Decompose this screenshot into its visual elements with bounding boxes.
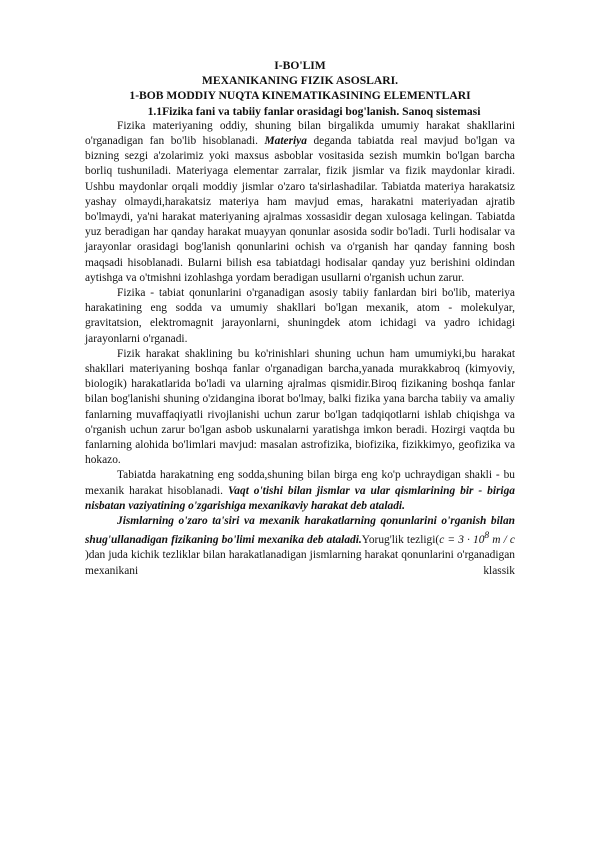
paragraph-1 — [85, 119, 515, 286]
formula-unit: m / c — [489, 534, 515, 547]
chapter-heading: 1-BOB MODDIY NUQTA KINEMATIKASINING ELEMENTLARI — [129, 89, 471, 103]
part-heading: I-BO'LIM — [274, 59, 326, 72]
term-materiya: Materiya — [264, 135, 307, 148]
formula-base: c = 3 · 10 — [439, 534, 485, 547]
paragraph-1-rest: deganda tabiatda real mavjud bo'lgan va bizning sezgi a'zolarimiz yoki maxsus asboblar vositasida sezish mumkin bo'lgan barcha borliq tushuniladi. Materiyaga elementar zarralar, fizik jismlar va fizik maydonlar kiradi. Ushbu maydonlar orqali moddiy jismlar o'zaro ta'sirlashadilar. Tabiatda materiya harakatsiz yashay olmaydi,harakatsiz materiya ham mavjud emas, harakatni materiyadan ajratib bo'lmaydi, ya'ni harakat materiyaning ajralmas xossasidir degan xulosaga kelingan. Tabiatda yuz beradigan har qanday harakat muayyan qonunlar asosida sodir bo'ladi. Turli hodisalar va jarayonlar orasidagi bog'lanish qonunlarini ochish va o'rganish har qanday fanning bosh maqsadi hisoblanadi. Bularni bilish esa tabiatdagi hodisalar qanday yuz berishini oldindan aytishga va o'tmishni izohlashga yordam beradigan usullarni o'rganish uchun zarur. — [85, 135, 515, 284]
paragraph-3: Fizik harakat shaklining bu ko'rinishlari shuning uchun ham umumiyki,bu harakat shakllari materiyaning boshqa fanlar o'rganadigan barcha,yanada murakkabroq (kimyoviy, biologik) harakatlarida bo'ladi va ularning ajralmas qismidir.Biroq fizikaning boshqa fanlar bilan bog'lanishi shuning o'zidangina iborat bo'lmay, balki fizika yana barcha tabiiy va amaliy fanlarning muvaffaqiyatli rivojlanishi uchun zarur bo'lgan tadqiqotlarni ishlab chiqishga va o'rganish uchun zarur bo'lgan asbob uskunalarni yaratishga imkon beradi. Hozirgi vaqtda bu fanlarning alohida bo'limlari mavjud: masalan astrofizika, biofizika, fizikkimyo, geofizika va hokazo. — [85, 347, 515, 467]
formula-exponent: 8 — [484, 531, 490, 542]
paragraph-5-lead: Yorug'lik tezligi( — [361, 534, 440, 547]
section-heading: MEXANIKANING FIZIK ASOSLARI. — [201, 74, 399, 88]
paragraph-1-start: Fizika materiyaning oddiy, shuning bilan birgalikda umumiy harakat shakllarini o'rganadigan fan bo'lib hisoblanadi. — [85, 119, 515, 148]
paragraph-4-start: Tabiatda harakatning eng sodda,shuning bilan birga eng ko'p uchraydigan shakli - bu mexanik harakat hisoblanadi. — [85, 469, 515, 497]
definition-mechanical-motion: Vaqt o'tishi bilan jismlar va ular qismlarining bir - biriga nisbatan vaziyatining o'zgarishiga mexanikaviy harakat deb ataladi. — [85, 484, 515, 512]
paragraph-5 — [85, 514, 515, 579]
page-content — [85, 58, 515, 579]
paragraph-4 — [85, 468, 515, 514]
paragraph-2: Fizika - tabiat qonunlarini o'rganadigan asosiy tabiiy fanlardan biri bo'lib, materiya harakatining eng sodda va umumiy shakllari bo'lgan mexanik, atom - molekulyar, gravitatsion, elektromagnit jarayonlarni, shuningdek atom ichidagi va yadro ichidagi jarayonlarni o'rganadi. — [85, 287, 515, 345]
speed-of-light-formula — [439, 531, 515, 547]
subsection-heading: 1.1Fizika fani va tabiiy fanlar orasidagi bog'lanish. Sanoq sistemasi — [147, 104, 481, 118]
definition-mechanics: Jismlarning o'zaro ta'siri va mexanik harakatlarning qonunlarini o'rganish bilan shug'ullanadigan fizikaning bo'limi mexanika deb ataladi. — [85, 515, 515, 547]
paragraph-5-rest: )dan juda kichik tezliklar bilan harakatlanadigan jismlarning harakat qonunlarini o'rganadigan mexanikani klassik — [85, 549, 515, 577]
